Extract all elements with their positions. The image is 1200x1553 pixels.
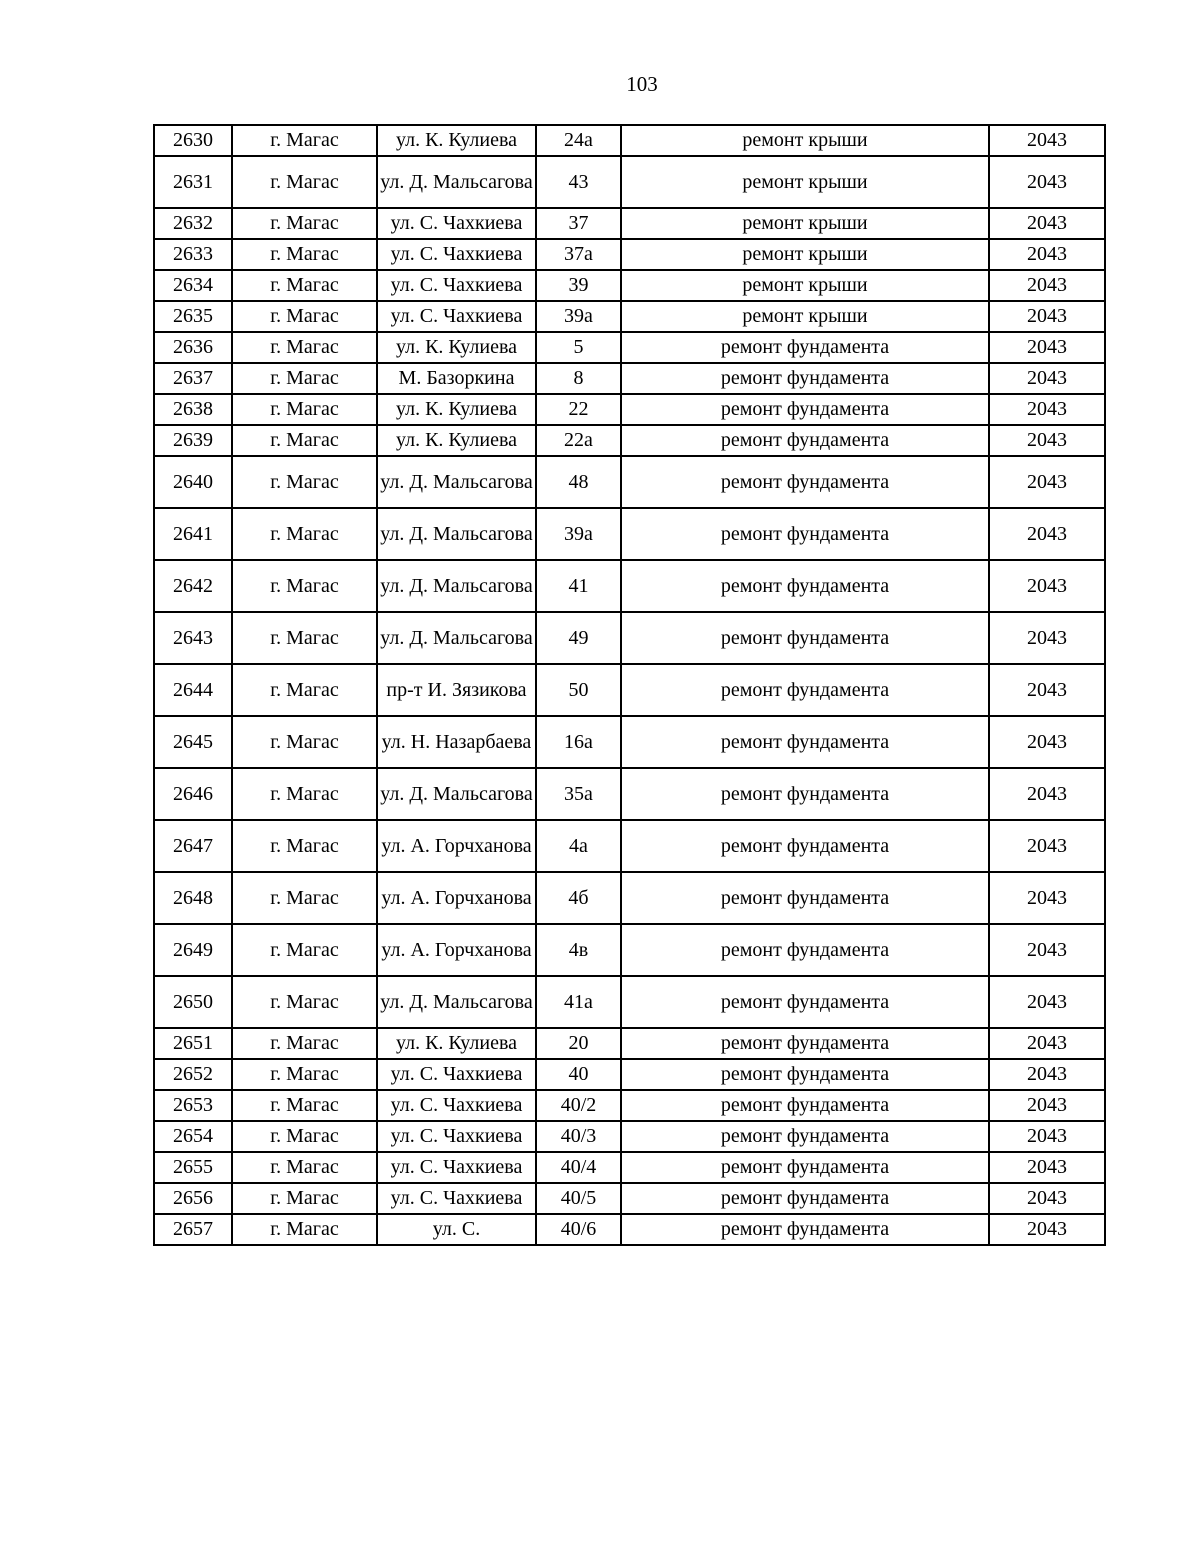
year-cell: 2043 [989, 208, 1105, 239]
house-number-cell: 35а [536, 768, 621, 820]
row-number-cell: 2651 [154, 1028, 232, 1059]
year-cell: 2043 [989, 872, 1105, 924]
table-row [154, 1059, 1105, 1090]
year-cell: 2043 [989, 156, 1105, 208]
city-cell: г. Магас [232, 239, 377, 270]
city-cell: г. Магас [232, 976, 377, 1028]
repair-type-cell: ремонт фундамента [621, 1059, 989, 1090]
house-number-cell: 5 [536, 332, 621, 363]
house-number-cell: 40/3 [536, 1121, 621, 1152]
row-number-cell: 2634 [154, 270, 232, 301]
street-cell: ул. К. Кулиева [377, 1028, 536, 1059]
row-number-cell: 2635 [154, 301, 232, 332]
repair-type-cell: ремонт фундамента [621, 560, 989, 612]
city-cell: г. Магас [232, 270, 377, 301]
year-cell: 2043 [989, 1183, 1105, 1214]
street-cell: ул. К. Кулиева [377, 394, 536, 425]
repair-type-cell: ремонт фундамента [621, 394, 989, 425]
page-number: 103 [626, 72, 658, 96]
house-number-cell: 39а [536, 301, 621, 332]
repair-type-cell: ремонт фундамента [621, 1090, 989, 1121]
street-cell: пр-т И. Зязикова [377, 664, 536, 716]
table-row [154, 560, 1105, 612]
repair-type-cell: ремонт фундамента [621, 664, 989, 716]
house-number-cell: 49 [536, 612, 621, 664]
city-cell: г. Магас [232, 425, 377, 456]
city-cell: г. Магас [232, 1059, 377, 1090]
table-row [154, 1183, 1105, 1214]
street-cell: ул. С. Чахкиева [377, 1059, 536, 1090]
table-row [154, 716, 1105, 768]
table-row [154, 125, 1105, 156]
table-row [154, 820, 1105, 872]
repair-type-cell: ремонт фундамента [621, 1028, 989, 1059]
row-number-cell: 2656 [154, 1183, 232, 1214]
year-cell: 2043 [989, 425, 1105, 456]
table-body [154, 125, 1105, 1245]
house-number-cell: 22а [536, 425, 621, 456]
repair-type-cell: ремонт фундамента [621, 716, 989, 768]
city-cell: г. Магас [232, 1121, 377, 1152]
row-number-cell: 2642 [154, 560, 232, 612]
city-cell: г. Магас [232, 924, 377, 976]
row-number-cell: 2631 [154, 156, 232, 208]
row-number-cell: 2641 [154, 508, 232, 560]
year-cell: 2043 [989, 664, 1105, 716]
row-number-cell: 2633 [154, 239, 232, 270]
row-number-cell: 2649 [154, 924, 232, 976]
table-row [154, 1028, 1105, 1059]
city-cell: г. Магас [232, 125, 377, 156]
table-row [154, 508, 1105, 560]
year-cell: 2043 [989, 976, 1105, 1028]
year-cell: 2043 [989, 301, 1105, 332]
repair-type-cell: ремонт крыши [621, 301, 989, 332]
house-number-cell: 4в [536, 924, 621, 976]
city-cell: г. Магас [232, 716, 377, 768]
house-number-cell: 40/4 [536, 1152, 621, 1183]
house-number-cell: 8 [536, 363, 621, 394]
repair-type-cell: ремонт фундамента [621, 612, 989, 664]
year-cell: 2043 [989, 1214, 1105, 1245]
city-cell: г. Магас [232, 820, 377, 872]
row-number-cell: 2646 [154, 768, 232, 820]
city-cell: г. Магас [232, 332, 377, 363]
table-row [154, 394, 1105, 425]
house-number-cell: 16а [536, 716, 621, 768]
repair-schedule-table [153, 124, 1106, 1246]
table-row [154, 976, 1105, 1028]
street-cell: ул. С. Чахкиева [377, 239, 536, 270]
repair-type-cell: ремонт крыши [621, 125, 989, 156]
year-cell: 2043 [989, 456, 1105, 508]
table-row [154, 664, 1105, 716]
street-cell: ул. Д. Мальсагова [377, 508, 536, 560]
row-number-cell: 2638 [154, 394, 232, 425]
year-cell: 2043 [989, 716, 1105, 768]
house-number-cell: 41а [536, 976, 621, 1028]
street-cell: ул. Н. Назарбаева [377, 716, 536, 768]
row-number-cell: 2639 [154, 425, 232, 456]
house-number-cell: 37а [536, 239, 621, 270]
repair-type-cell: ремонт фундамента [621, 768, 989, 820]
street-cell: ул. Д. Мальсагова [377, 156, 536, 208]
table-row [154, 1152, 1105, 1183]
house-number-cell: 37 [536, 208, 621, 239]
table-row [154, 1090, 1105, 1121]
table-row [154, 612, 1105, 664]
street-cell: ул. Д. Мальсагова [377, 612, 536, 664]
row-number-cell: 2647 [154, 820, 232, 872]
city-cell: г. Магас [232, 156, 377, 208]
house-number-cell: 39а [536, 508, 621, 560]
street-cell: ул. А. Горчханова [377, 872, 536, 924]
row-number-cell: 2645 [154, 716, 232, 768]
house-number-cell: 4а [536, 820, 621, 872]
table-row [154, 239, 1105, 270]
street-cell: ул. С. Чахкиева [377, 301, 536, 332]
repair-type-cell: ремонт фундамента [621, 1121, 989, 1152]
table-row [154, 1121, 1105, 1152]
repair-type-cell: ремонт фундамента [621, 425, 989, 456]
street-cell: ул. К. Кулиева [377, 332, 536, 363]
row-number-cell: 2632 [154, 208, 232, 239]
year-cell: 2043 [989, 560, 1105, 612]
house-number-cell: 48 [536, 456, 621, 508]
table-row [154, 425, 1105, 456]
row-number-cell: 2636 [154, 332, 232, 363]
house-number-cell: 40/5 [536, 1183, 621, 1214]
city-cell: г. Магас [232, 612, 377, 664]
table-row [154, 456, 1105, 508]
table-row [154, 156, 1105, 208]
repair-type-cell: ремонт фундамента [621, 363, 989, 394]
city-cell: г. Магас [232, 1152, 377, 1183]
city-cell: г. Магас [232, 508, 377, 560]
house-number-cell: 24а [536, 125, 621, 156]
street-cell: ул. С. Чахкиева [377, 208, 536, 239]
house-number-cell: 39 [536, 270, 621, 301]
city-cell: г. Магас [232, 363, 377, 394]
year-cell: 2043 [989, 363, 1105, 394]
year-cell: 2043 [989, 1121, 1105, 1152]
city-cell: г. Магас [232, 872, 377, 924]
repair-type-cell: ремонт фундамента [621, 332, 989, 363]
row-number-cell: 2643 [154, 612, 232, 664]
table-row [154, 301, 1105, 332]
table-row [154, 1214, 1105, 1245]
row-number-cell: 2637 [154, 363, 232, 394]
repair-type-cell: ремонт крыши [621, 208, 989, 239]
year-cell: 2043 [989, 820, 1105, 872]
house-number-cell: 40 [536, 1059, 621, 1090]
year-cell: 2043 [989, 125, 1105, 156]
city-cell: г. Магас [232, 208, 377, 239]
year-cell: 2043 [989, 1059, 1105, 1090]
year-cell: 2043 [989, 394, 1105, 425]
repair-type-cell: ремонт крыши [621, 156, 989, 208]
city-cell: г. Магас [232, 1183, 377, 1214]
row-number-cell: 2640 [154, 456, 232, 508]
repair-type-cell: ремонт крыши [621, 239, 989, 270]
street-cell: ул. Д. Мальсагова [377, 976, 536, 1028]
row-number-cell: 2655 [154, 1152, 232, 1183]
city-cell: г. Магас [232, 301, 377, 332]
row-number-cell: 2650 [154, 976, 232, 1028]
city-cell: г. Магас [232, 768, 377, 820]
house-number-cell: 20 [536, 1028, 621, 1059]
table-row [154, 363, 1105, 394]
row-number-cell: 2652 [154, 1059, 232, 1090]
city-cell: г. Магас [232, 1028, 377, 1059]
year-cell: 2043 [989, 1028, 1105, 1059]
street-cell: ул. Д. Мальсагова [377, 768, 536, 820]
row-number-cell: 2657 [154, 1214, 232, 1245]
year-cell: 2043 [989, 332, 1105, 363]
street-cell: ул. Д. Мальсагова [377, 560, 536, 612]
street-cell: М. Базоркина [377, 363, 536, 394]
street-cell: ул. К. Кулиева [377, 125, 536, 156]
house-number-cell: 50 [536, 664, 621, 716]
repair-type-cell: ремонт фундамента [621, 820, 989, 872]
house-number-cell: 43 [536, 156, 621, 208]
table-row [154, 924, 1105, 976]
street-cell: ул. С. Чахкиева [377, 1090, 536, 1121]
street-cell: ул. С. Чахкиева [377, 270, 536, 301]
table-row [154, 872, 1105, 924]
repair-type-cell: ремонт фундамента [621, 1214, 989, 1245]
house-number-cell: 22 [536, 394, 621, 425]
street-cell: ул. А. Горчханова [377, 924, 536, 976]
row-number-cell: 2644 [154, 664, 232, 716]
street-cell: ул. А. Горчханова [377, 820, 536, 872]
year-cell: 2043 [989, 924, 1105, 976]
house-number-cell: 40/2 [536, 1090, 621, 1121]
table-row [154, 270, 1105, 301]
table-row [154, 208, 1105, 239]
house-number-cell: 41 [536, 560, 621, 612]
repair-type-cell: ремонт фундамента [621, 976, 989, 1028]
city-cell: г. Магас [232, 394, 377, 425]
street-cell: ул. С. Чахкиева [377, 1121, 536, 1152]
repair-type-cell: ремонт фундамента [621, 1183, 989, 1214]
repair-type-cell: ремонт фундамента [621, 1152, 989, 1183]
city-cell: г. Магас [232, 1214, 377, 1245]
year-cell: 2043 [989, 1090, 1105, 1121]
street-cell: ул. С. Чахкиева [377, 1152, 536, 1183]
street-cell: ул. С. [377, 1214, 536, 1245]
table-row [154, 768, 1105, 820]
row-number-cell: 2653 [154, 1090, 232, 1121]
row-number-cell: 2630 [154, 125, 232, 156]
city-cell: г. Магас [232, 456, 377, 508]
repair-type-cell: ремонт фундамента [621, 456, 989, 508]
repair-type-cell: ремонт крыши [621, 270, 989, 301]
street-cell: ул. С. Чахкиева [377, 1183, 536, 1214]
street-cell: ул. К. Кулиева [377, 425, 536, 456]
city-cell: г. Магас [232, 1090, 377, 1121]
table-row [154, 332, 1105, 363]
house-number-cell: 4б [536, 872, 621, 924]
year-cell: 2043 [989, 768, 1105, 820]
year-cell: 2043 [989, 612, 1105, 664]
repair-type-cell: ремонт фундамента [621, 508, 989, 560]
house-number-cell: 40/6 [536, 1214, 621, 1245]
repair-type-cell: ремонт фундамента [621, 924, 989, 976]
year-cell: 2043 [989, 270, 1105, 301]
repair-type-cell: ремонт фундамента [621, 872, 989, 924]
year-cell: 2043 [989, 1152, 1105, 1183]
year-cell: 2043 [989, 239, 1105, 270]
row-number-cell: 2654 [154, 1121, 232, 1152]
city-cell: г. Магас [232, 664, 377, 716]
row-number-cell: 2648 [154, 872, 232, 924]
year-cell: 2043 [989, 508, 1105, 560]
street-cell: ул. Д. Мальсагова [377, 456, 536, 508]
city-cell: г. Магас [232, 560, 377, 612]
